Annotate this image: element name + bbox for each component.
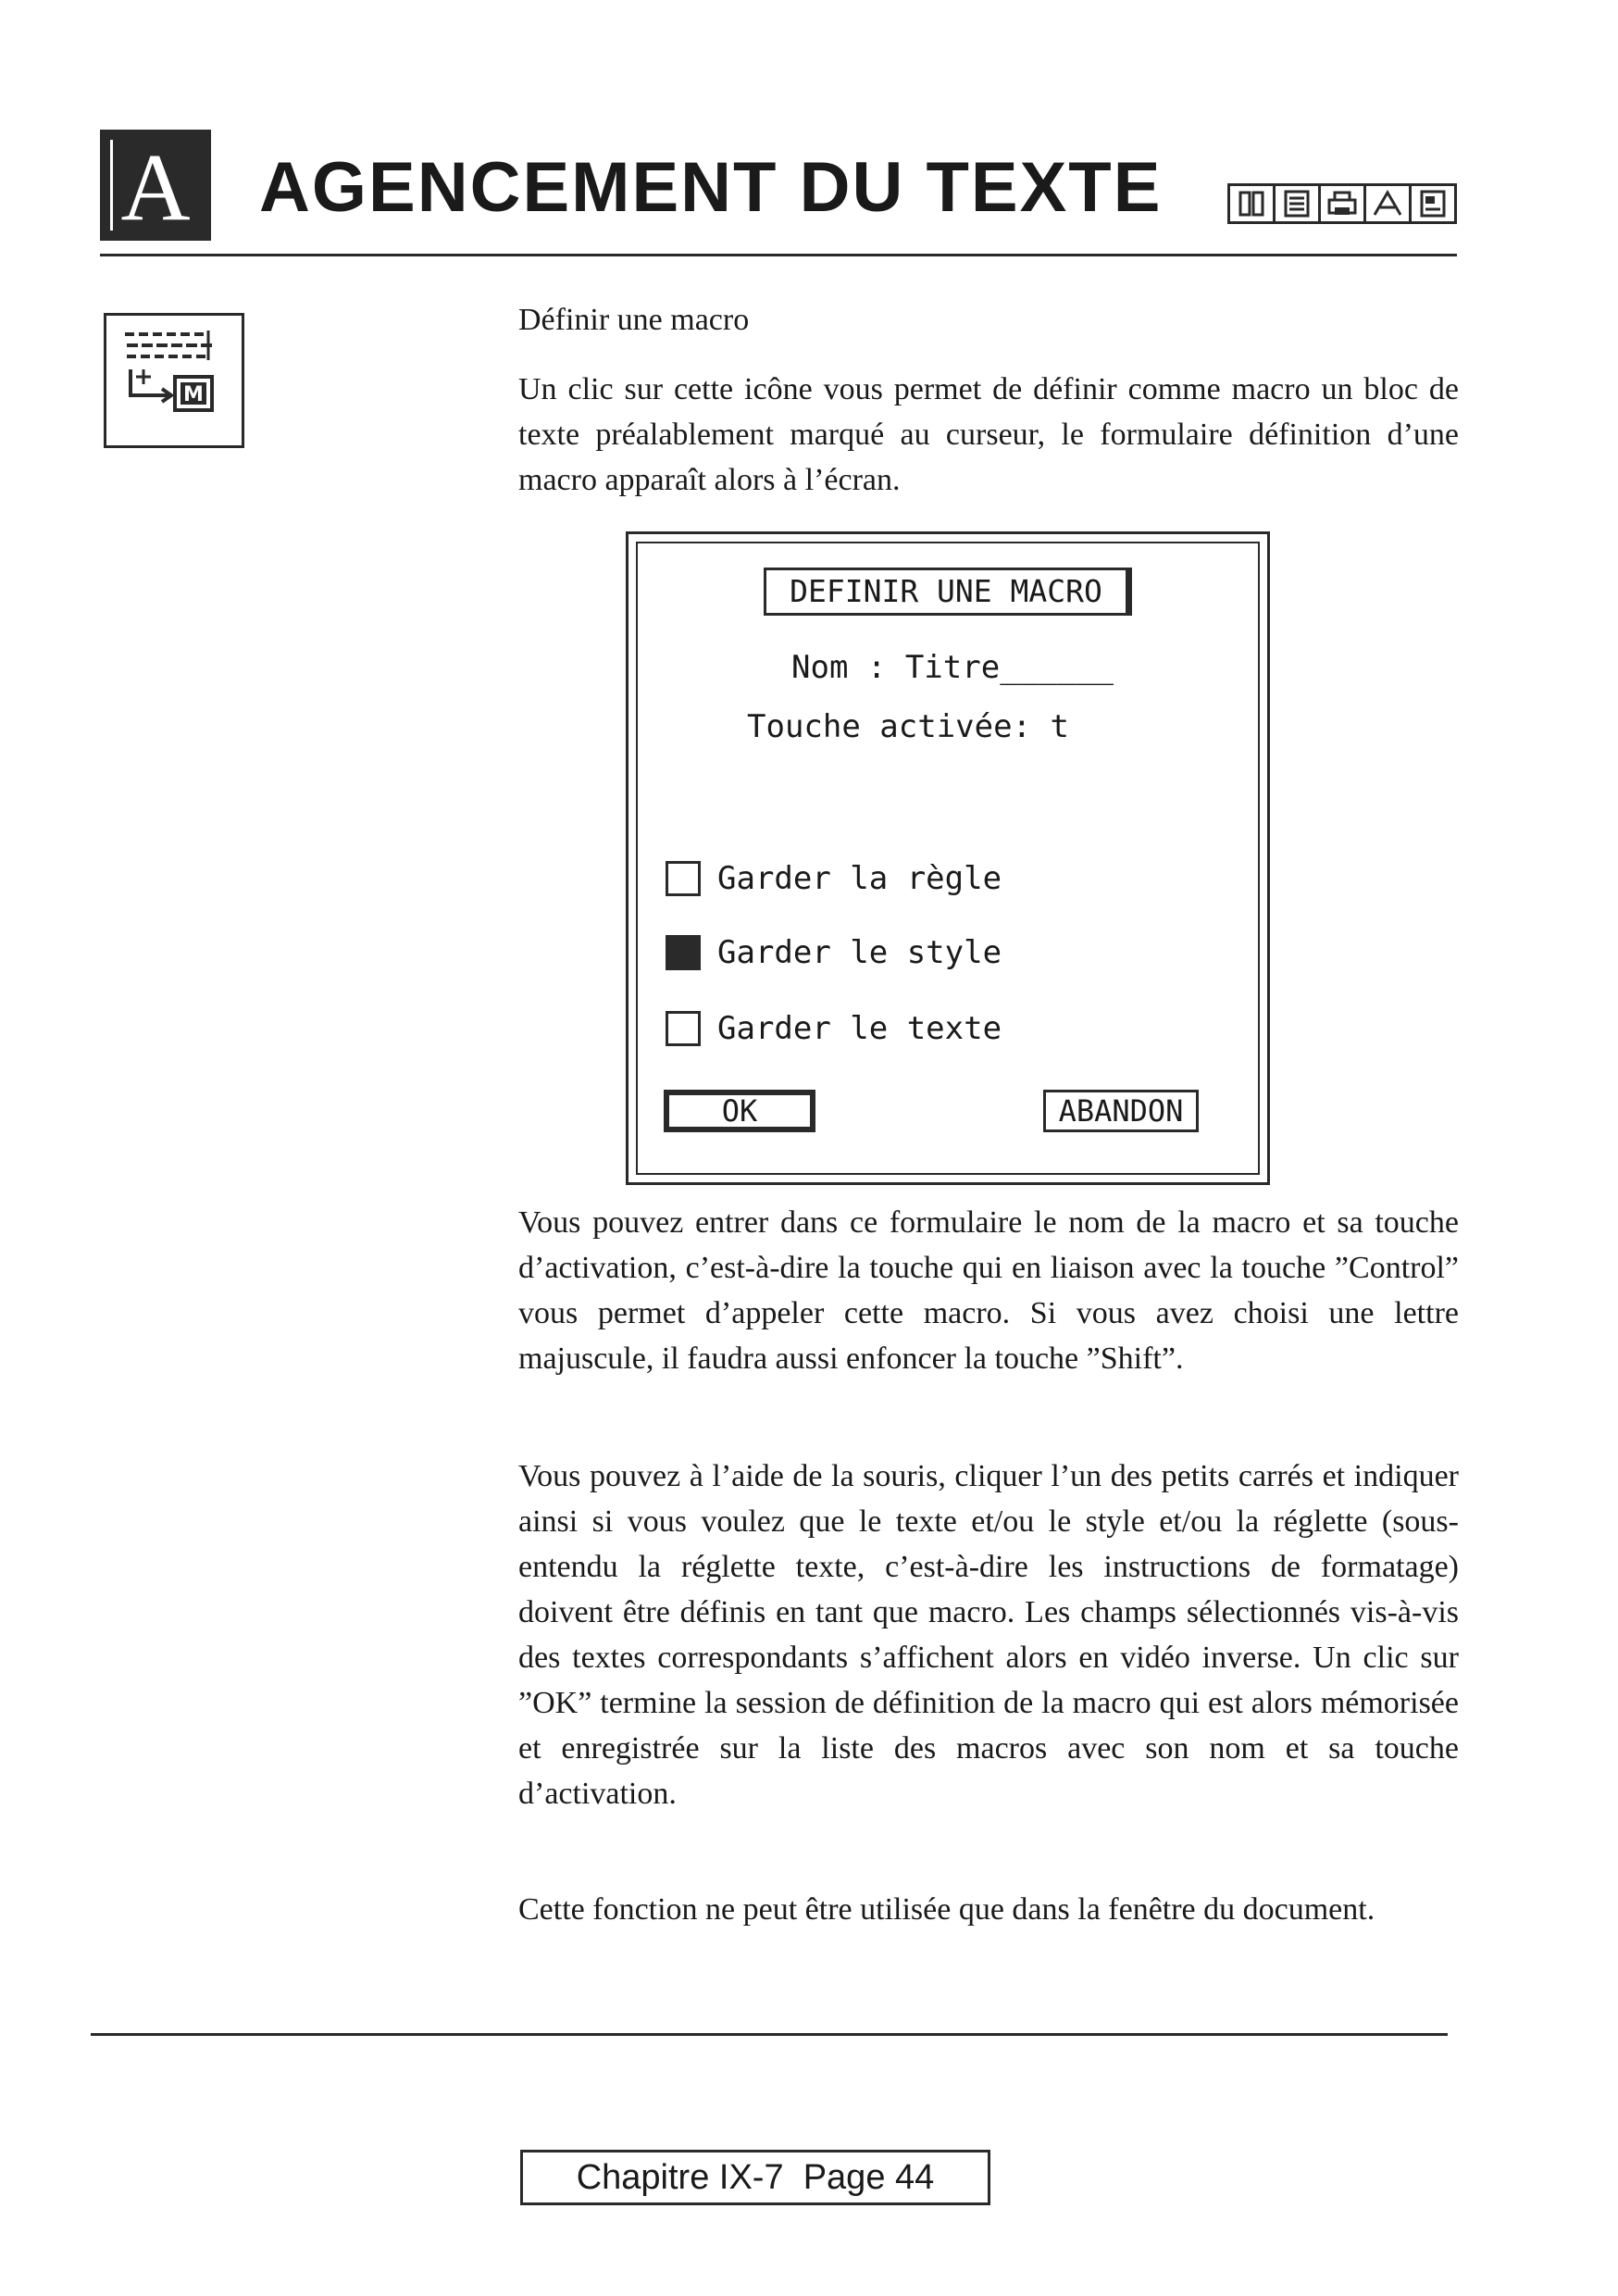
printer-icon — [1321, 186, 1366, 221]
keep-ruler-checkbox[interactable] — [666, 861, 701, 896]
body-paragraph: Vous pouvez à l’aide de la souris, cliquer l’un des petits carrés et indiquer ainsi si vous voulez que le texte et/ou le style et/ou la réglette (sous-entendu la réglette texte, c’est-à-dire les instructions de formatage) doivent être définis en tant que macro. Les champs sélectionnés vis-à-vis des textes correspondants s’affichent alors en vidéo inverse. Un clic sur ”OK” termine la session de définition de la macro qui est alors mémorisée et enregistrée sur la liste des macros avec son nom et sa touche d’activation. — [518, 1459, 1459, 1811]
keep-style-label: Garder le style — [717, 934, 1002, 971]
macro-name-label: Nom : — [791, 649, 905, 686]
ok-button[interactable]: OK — [664, 1090, 815, 1132]
define-macro-icon — [104, 313, 244, 448]
activation-key-value[interactable]: t — [1050, 708, 1069, 745]
define-macro-dialog — [626, 531, 1270, 1185]
macro-name-fill: ______ — [1000, 649, 1114, 686]
toolbar-icon-strip — [1227, 183, 1457, 224]
footer-rule — [91, 2033, 1448, 2036]
document-icon — [1412, 186, 1454, 221]
section-heading: Définir une macro — [518, 303, 750, 337]
abc-list-icon — [1276, 186, 1321, 221]
svg-text:M: M — [183, 383, 204, 406]
body-paragraph: Vous pouvez entrer dans ce formulaire le nom de la macro et sa touche d’activation, c’est-à-dire la touche qui en liaison avec la touche ”Control” vous permet d’appeler cette macro. Si vous avez choisi une lettre majuscule, il faudra aussi enfoncer la touche ”Shift”. — [518, 1205, 1459, 1376]
keep-text-option[interactable] — [666, 1006, 1002, 1051]
page-number-box: Chapitre IX-7 Page 44 — [520, 2150, 990, 2205]
intro-paragraph: Un clic sur cette icône vous permet de définir comme macro un bloc de texte préalablement marqué au curseur, le formulaire définition d’une macro apparaît alors à l’écran. — [518, 372, 1459, 497]
text-block-icon — [1230, 186, 1276, 221]
activation-key-field[interactable] — [747, 706, 1069, 747]
dialog-title: DEFINIR UNE MACRO — [764, 568, 1128, 616]
page-header — [100, 130, 1457, 259]
keep-text-checkbox[interactable] — [666, 1011, 701, 1046]
activation-key-label: Touche activée: — [747, 708, 1051, 745]
page-title: AGENCEMENT DU TEXTE — [259, 148, 1163, 227]
keep-style-option[interactable] — [666, 930, 1002, 975]
ruler-icon — [1366, 186, 1412, 221]
abandon-button[interactable]: ABANDON — [1043, 1090, 1199, 1132]
keep-style-checkbox[interactable] — [666, 935, 701, 970]
chapter-letter-badge: A — [100, 130, 211, 241]
keep-text-label: Garder le texte — [717, 1010, 1002, 1047]
macro-name-field[interactable] — [791, 647, 1114, 688]
keep-ruler-option[interactable] — [666, 856, 1002, 901]
body-paragraph: Cette fonction ne peut être utilisée que dans la fenêtre du document. — [518, 1892, 1375, 1927]
keep-ruler-label: Garder la règle — [717, 860, 1002, 897]
macro-name-value[interactable]: Titre — [904, 649, 1001, 686]
header-rule — [100, 254, 1457, 256]
